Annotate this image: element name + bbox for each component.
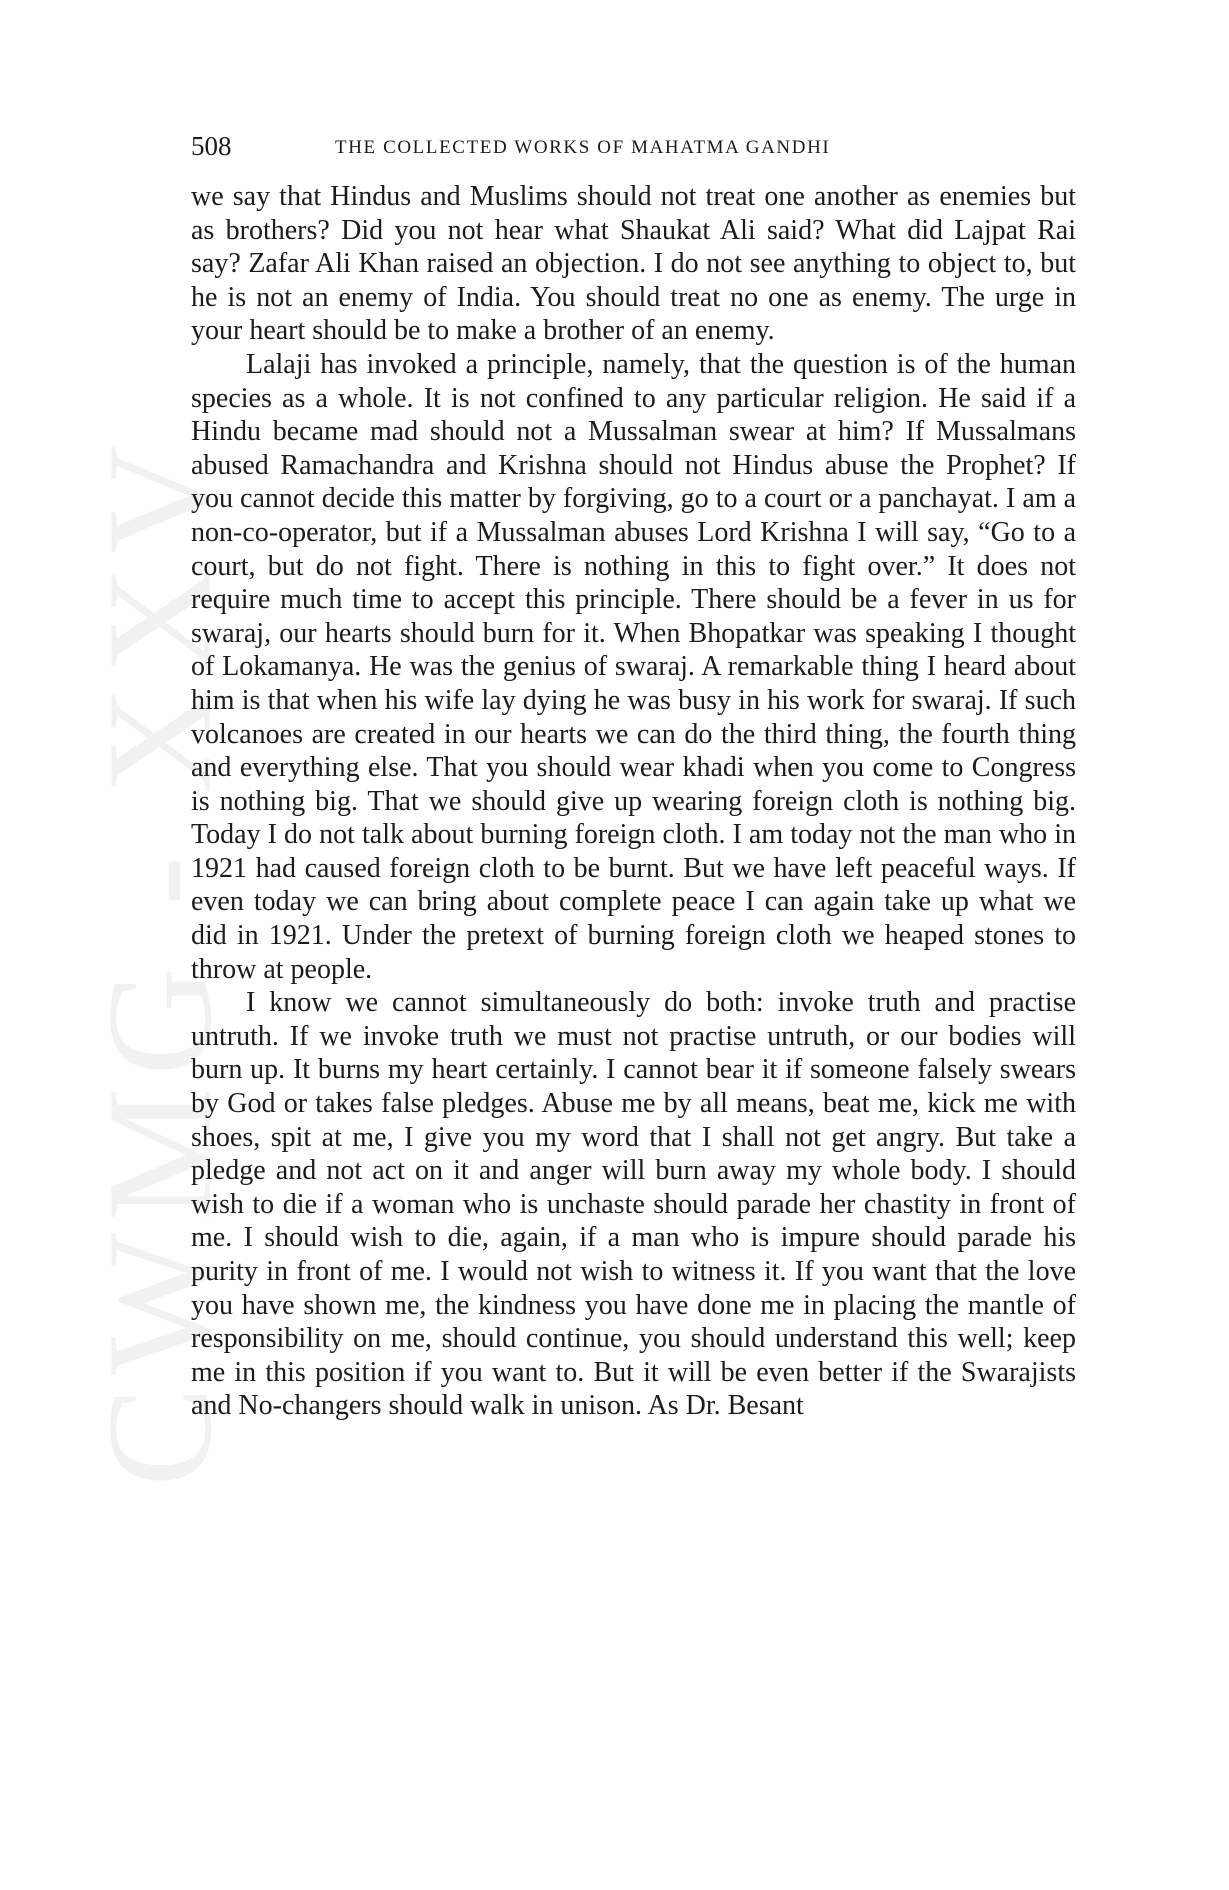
paragraph-3: I know we cannot simultaneously do both: invoke truth and practise untruth. If we invoke truth we must not practise untruth, or our bodies will burn up. It burns my heart certainly. I cannot bear it if someone falsely swears by God or takes false pledges. Abuse me by all means, beat me, kick me with shoes, spit at me, I give you my word that I shall not get angry. But take a pledge and not act on it and anger will burn away my whole body. I should wish to die if a woman who is unchaste should parade her chastity in front of me. I should wish to die, again, if a man who is impure should parade his purity in front of me. I would not wish to witness it. If you want that the love you have shown me, the kindness you have done me in placing the mantle of responsibility on me, should continue, you should understand this well; keep me in this position if you want to. But it will be even better if the Swarajists and No-changers should walk in unison. As Dr. Besant [191,987,1076,1422]
watermark-text: CWMG - XXV [77,433,244,1487]
page-header [191,128,1081,168]
body-text [191,180,1076,1423]
running-title: THE COLLECTED WORKS OF MAHATMA GANDHI [335,137,831,158]
paragraph-2: Lalaji has invoked a principle, namely, that the question is of the human species as a whole. It is not confined to any particular religion. He said if a Hindu became mad should not a Mussalman swear at him? If Mussalmans abused Ramachandra and Krishna should not Hindus abuse the Prophet? If you cannot decide this matter by forgiving, go to a court or a panchayat. I am a non-co-operator, but if a Mussalman abuses Lord Krishna I will say, “Go to a court, but do not fight. There is nothing in this to fight over.” It does not require much time to accept this principle. There should be a fever in us for swaraj, our hearts should burn for it. When Bhopatkar was speaking I thought of Lokamanya. He was the genius of swaraj. A remarkable thing I heard about him is that when his wife lay dying he was busy in his work for swaraj. If such volcanoes are created in our hearts we can do the third thing, the fourth thing and everything else. That you should wear khadi when you come to Congress is nothing big. That we should give up wearing foreign cloth is nothing big. Today I do not talk about burning foreign cloth. I am today not the man who in 1921 had caused foreign cloth to be burnt. But we have left peaceful ways. If even today we can bring about complete peace I can again take up what we did in 1921. Under the pretext of burning foreign cloth we heaped stones to throw at people. [191,348,1076,985]
page-number: 508 [191,131,232,161]
paragraph-1: we say that Hindus and Muslims should not treat one another as enemies but as brothers? Did you not hear what Shaukat Ali said? What did Lajpat Rai say? Zafar Ali Khan raised an objection. I do not see anything to object to, but he is not an enemy of India. You should treat no one as enemy. The urge in your heart should be to make a brother of an enemy. [191,181,1076,347]
